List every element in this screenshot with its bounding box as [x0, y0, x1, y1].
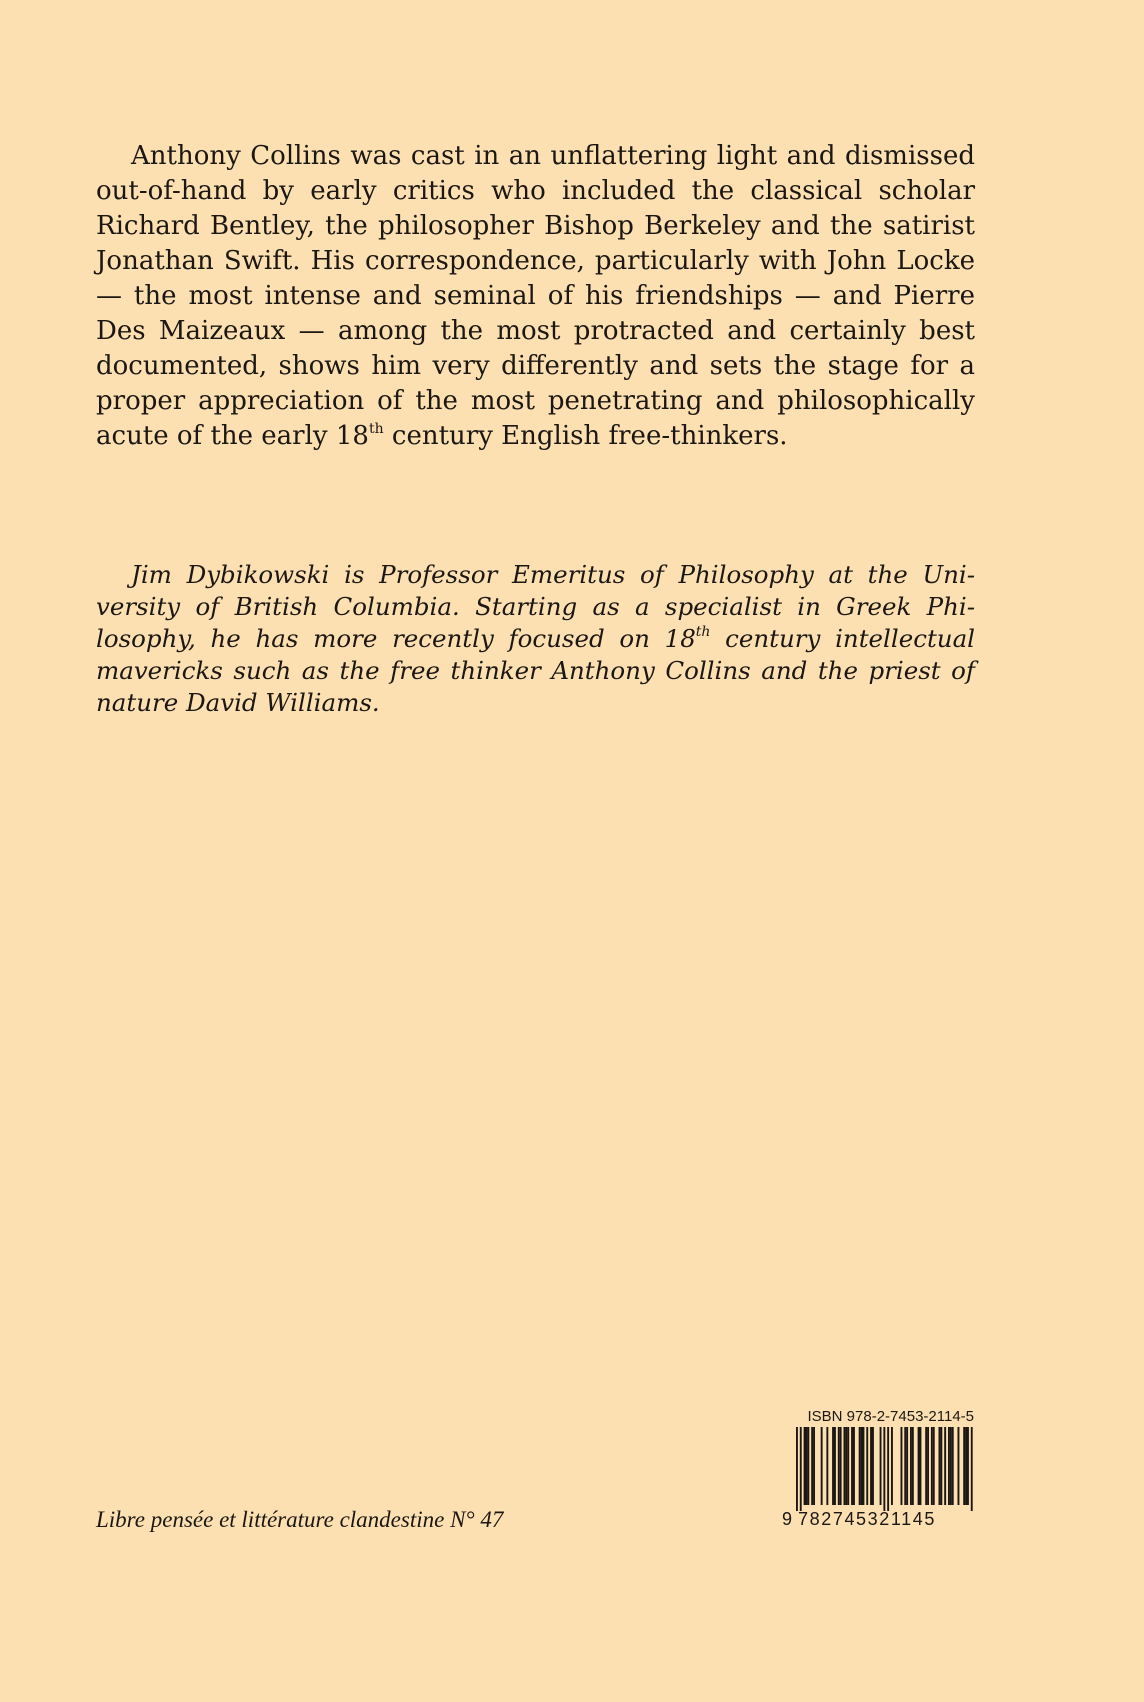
barcode-bar	[940, 1427, 942, 1505]
barcode-bar	[965, 1427, 967, 1505]
barcode-bar	[800, 1427, 802, 1511]
barcode-bars	[782, 1427, 974, 1511]
barcode-bar	[806, 1427, 808, 1505]
barcode-bar	[813, 1427, 815, 1505]
barcode-bar	[796, 1427, 798, 1511]
barcode-bar	[925, 1427, 927, 1505]
bio-text-end: century intellectual mavericks such as the free thinker Anthony Collins and the priest of nature David Williams.	[96, 624, 976, 717]
barcode-bar	[804, 1427, 806, 1505]
barcode-bar	[845, 1427, 847, 1505]
author-bio	[96, 559, 975, 719]
barcode-bar	[838, 1427, 840, 1505]
barcode-bar	[944, 1427, 946, 1505]
barcode-bar	[920, 1427, 922, 1505]
barcode-bar	[927, 1427, 929, 1505]
barcode-bar	[844, 1427, 846, 1505]
barcode-bar	[859, 1427, 861, 1505]
blurb-text-start: Anthony Collins was cast in an unflattering light and dismissed out-of-hand by early critics who included the classical scholar Richard Bentley, the philosopher Bishop Berkeley and the satirist Jonathan Swift. His correspondence, particularly with John Locke — the most intense and seminal of his friendships — and Pierre Des Maizeaux — among the most protracted and certainly best documented, shows him very differently and sets the stage for a proper appreciation of the most penetrating and philosophically acute of the early 18	[96, 141, 975, 451]
barcode-bar	[870, 1427, 872, 1505]
blurb-text-end: century English free-thinkers.	[383, 421, 788, 451]
barcode-bar	[939, 1427, 941, 1505]
barcode-bar	[918, 1427, 920, 1505]
barcode-bar	[832, 1427, 834, 1505]
series-title: Libre pensée et littérature clandestine N° 47	[96, 1507, 504, 1532]
barcode-first-digit: 9	[782, 1509, 793, 1529]
barcode-bar	[963, 1427, 965, 1505]
barcode-bar	[967, 1427, 969, 1505]
barcode-bar	[863, 1427, 865, 1505]
barcode-bar	[847, 1427, 849, 1505]
barcode-bar	[948, 1427, 950, 1505]
isbn-label: ISBN 978-2-7453-2114-5	[807, 1408, 974, 1425]
barcode-remaining-digits: 782745321145	[798, 1509, 936, 1529]
barcode-bar	[826, 1427, 828, 1505]
barcode-bar	[906, 1427, 908, 1505]
isbn-barcode	[782, 1408, 974, 1533]
barcode-bar	[851, 1427, 853, 1505]
bio-superscript: th	[695, 624, 711, 640]
barcode-bar	[840, 1427, 842, 1505]
barcode-bar	[971, 1427, 973, 1511]
barcode-bar	[807, 1427, 809, 1505]
barcode-bar	[904, 1427, 906, 1505]
barcode-bar	[952, 1427, 954, 1505]
bio-text-start: Jim Dybikowski is Professor Emeritus of Philosophy at the University of British Columbia. Starting as a specialist in Greek Philosophy, he has more recently focused on 18	[96, 560, 975, 653]
barcode-bar	[950, 1427, 952, 1505]
barcode-bar	[853, 1427, 855, 1505]
barcode-bar	[834, 1427, 836, 1505]
barcode-bar	[866, 1427, 868, 1505]
barcode-bar	[910, 1427, 912, 1505]
barcode-bar	[883, 1427, 885, 1511]
barcode-bar	[891, 1427, 893, 1505]
barcode-bar	[861, 1427, 863, 1505]
back-cover-blurb	[96, 139, 975, 454]
barcode-bar	[901, 1427, 903, 1505]
barcode-bar	[821, 1427, 823, 1505]
barcode-bar	[872, 1427, 874, 1505]
barcode-bar	[912, 1427, 914, 1505]
barcode-bar	[958, 1427, 960, 1505]
barcode-bar	[887, 1427, 889, 1511]
barcode-bar	[933, 1427, 935, 1505]
barcode-bar	[880, 1427, 882, 1505]
barcode-bar	[931, 1427, 933, 1505]
barcode-bar	[811, 1427, 813, 1505]
blurb-superscript: th	[368, 421, 384, 437]
